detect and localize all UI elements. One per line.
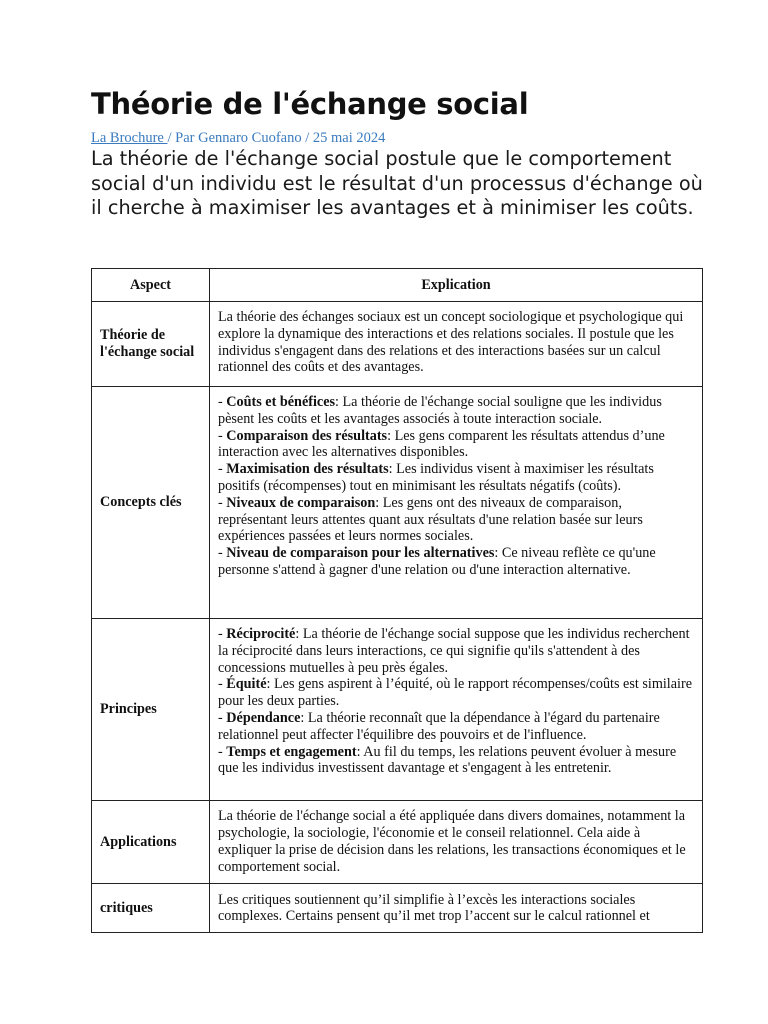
item-text: : La théorie de l'échange social suppose que les individus recherchent la réciprocité dans leurs interactions, ce qui signifie qu'ils s'attendent à des concessions mutuelles à peu près égales. [218,626,690,676]
item-term: Comparaison des résultats [226,427,388,444]
item-prefix: - [218,676,227,693]
item-prefix: - [218,461,227,478]
page-title: Théorie de l'échange social [91,87,529,121]
table-row [92,302,703,387]
table-header-row [92,269,703,302]
explication-cell [210,619,703,801]
aspect-cell: Applications [92,801,210,884]
item-text: : La théorie reconnaît que la dépendance à l'égard du partenaire relationnel peut affecter l'équilibre des pouvoirs et de l'influence. [218,709,660,743]
author-name: Par Gennaro Cuofano [175,130,302,146]
aspect-cell: Principes [92,619,210,801]
lead-paragraph: La théorie de l'échange social postule que le comportement social d'un individu est le résultat d'un processus d'échange où il cherche à maximiser les avantages et à minimiser les coûts. [91,147,703,220]
table-row [92,801,703,884]
item-prefix: - [218,494,227,511]
explanation-table [91,268,703,933]
table-row [92,387,703,619]
list-item [218,676,694,710]
item-term: Coûts et bénéfices [226,394,336,410]
explication-cell: La théorie de l'échange social a été appliquée dans divers domaines, notamment la psychologie, la sociologie, l'économie et le conseil relationnel. Cela aide à expliquer la prise de décision dans les relations, les transactions économiques et le comportement social. [210,801,703,884]
item-prefix: - [218,427,227,444]
list-item [218,545,694,579]
explication-cell [210,884,703,933]
byline-separator: / [301,130,313,146]
item-term: Maximisation des résultats [226,461,389,478]
item-text: : Les gens comparent les résultats attendus d’une interaction avec les alternatives disponibles. [218,427,665,461]
item-term: Niveau de comparaison pour les alternatives [226,545,495,562]
byline-separator: / [167,130,176,146]
item-term: Temps et engagement [226,743,357,760]
item-text: : Ce niveau reflète ce qu'une personne s'attend à gagner d'une relation ou d'une interaction alternative. [218,545,656,578]
aspect-cell: Concepts clés [92,387,210,619]
list-item [218,744,694,778]
item-text: : La théorie de l'échange social souligne que les individus pèsent les coûts et les avantages associés à toute interaction sociale. [218,394,662,427]
category-link[interactable]: La Brochure [91,130,168,146]
column-header-aspect: Aspect [92,269,210,302]
aspect-cell: Théorie de l'échange social [92,302,210,387]
list-item [218,710,694,744]
item-term: Équité [226,676,267,693]
item-text: : Les individus visent à maximiser les résultats positifs (récompenses) tout en minimisant les résultats négatifs (coûts). [218,461,654,494]
item-text: : Les gens aspirent à l’équité, où le rapport récompenses/coûts est similaire pour les deux parties. [218,676,692,710]
column-header-explication: Explication [210,269,703,302]
item-term: Dépendance [226,709,301,726]
table-row [92,619,703,801]
list-item [218,461,694,495]
item-prefix: - [218,545,227,562]
item-term: Réciprocité [226,626,296,642]
truncated-text: Les critiques soutiennent qu’il simplifie à l’excès les interactions sociales complexes. Certains pensent qu’il met trop l’accent sur le calcul rationnel et [218,891,650,925]
item-text: : Au fil du temps, les relations peuvent évoluer à mesure que les individus investissent davantage et s'engagent à les entretenir. [218,743,677,777]
item-term: Niveaux de comparaison [226,494,376,511]
list-item [218,428,694,462]
aspect-cell: critiques [92,884,210,933]
item-prefix: - [218,394,227,410]
explication-cell: La théorie des échanges sociaux est un concept sociologique et psychologique qui explore la dynamique des interactions et des relations sociales. Il postule que les individus s'engagent dans des relations et des interactions basées sur un calcul rationnel des coûts et des avantages. [210,302,703,387]
list-item [218,394,694,428]
item-text: : Les gens ont des niveaux de comparaison, représentant leurs attentes quant aux résultats d'une relation basée sur leurs expériences passées et leurs normes sociales. [218,494,643,545]
byline [91,129,385,147]
publish-date: 25 mai 2024 [312,130,386,146]
table-row [92,884,703,933]
explication-cell [210,387,703,619]
item-prefix: - [218,709,227,726]
list-item [218,626,694,676]
item-prefix: - [218,743,227,760]
item-prefix: - [218,626,227,642]
list-item [218,495,694,545]
